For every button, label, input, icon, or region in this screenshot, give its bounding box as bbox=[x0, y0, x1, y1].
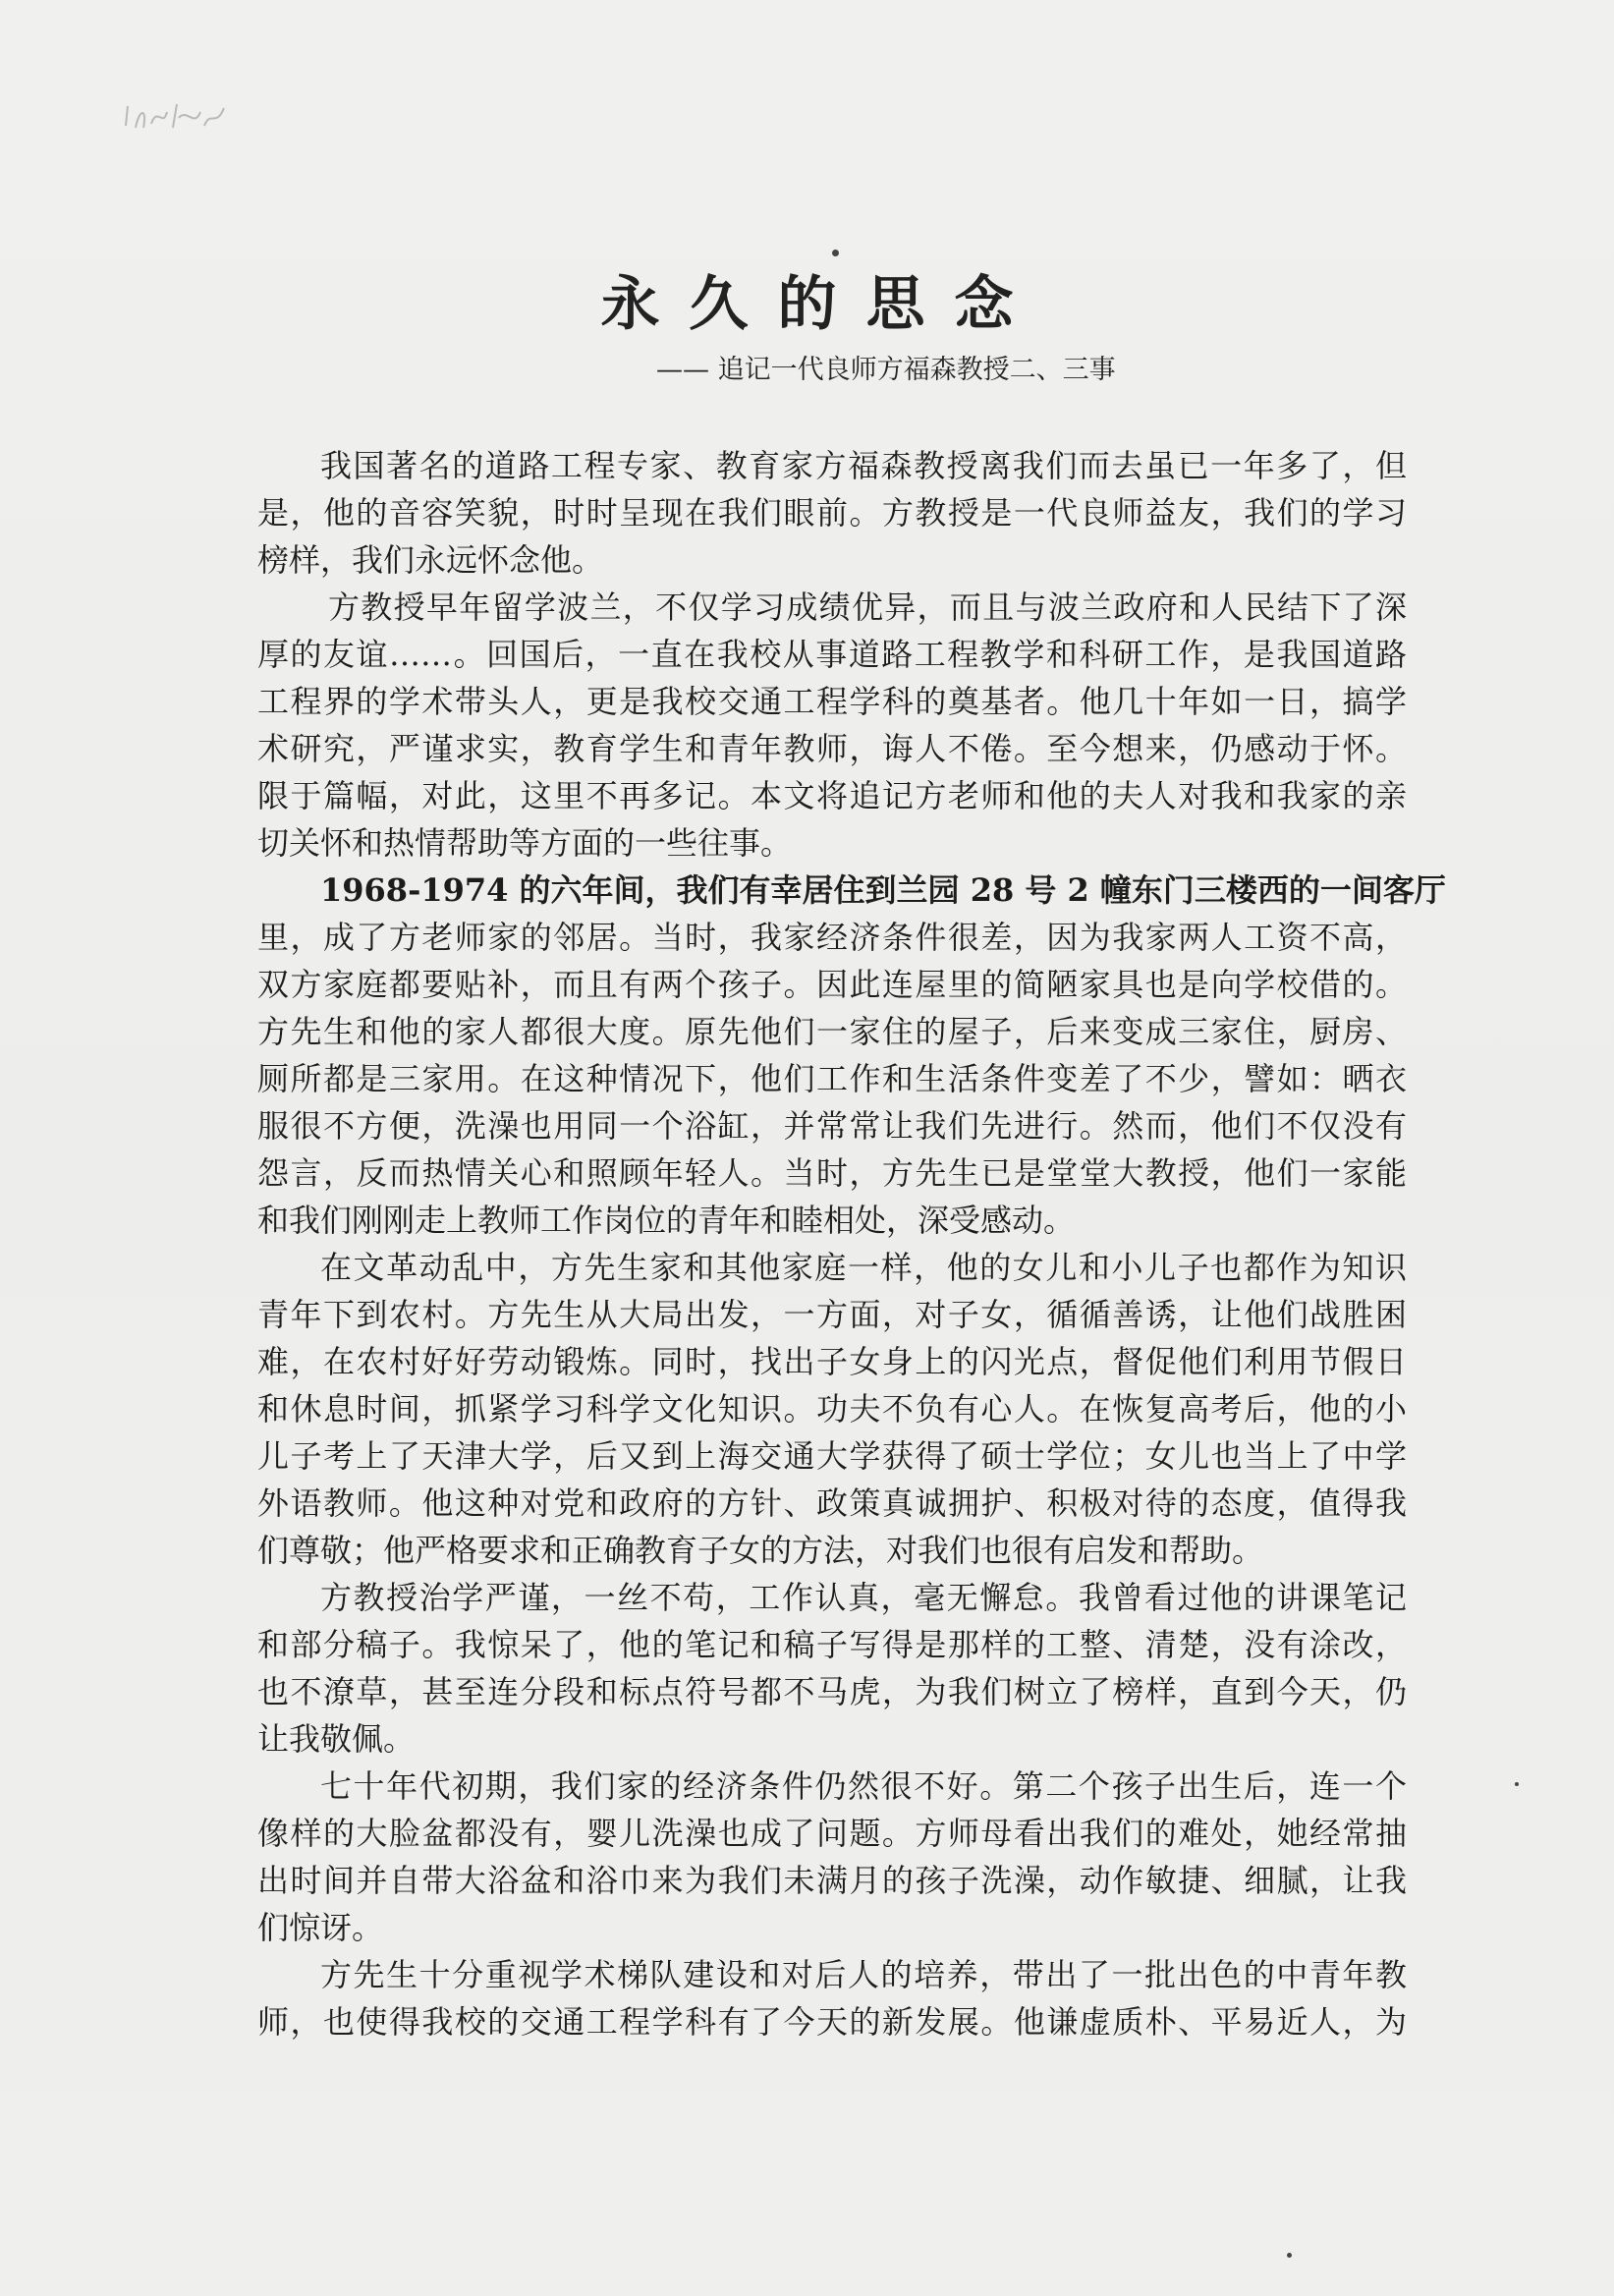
body-line: 出时间并自带大浴盆和浴巾来为我们未满月的孩子洗澡，动作敏捷、细腻，让我 bbox=[257, 1862, 1407, 1899]
body-line: 是，他的音容笑貌，时时呈现在我们眼前。方教授是一代良师益友，我们的学习 bbox=[257, 494, 1407, 532]
body-line: 师，也使得我校的交通工程学科有了今天的新发展。他谦虚质朴、平易近人，为 bbox=[257, 2003, 1407, 2041]
body-line: 限于篇幅，对此，这里不再多记。本文将追记方老师和他的夫人对我和我家的亲 bbox=[257, 777, 1407, 814]
body-line: 厕所都是三家用。在这种情况下，他们工作和生活条件变差了不少，譬如：晒衣 bbox=[257, 1060, 1407, 1097]
body-line: 和部分稿子。我惊呆了，他的笔记和稿子写得是那样的工整、清楚，没有涂改， bbox=[257, 1626, 1407, 1663]
body-line: 服很不方便，洗澡也用同一个浴缸，并常常让我们先进行。然而，他们不仅没有 bbox=[257, 1107, 1407, 1145]
body-line: 让我敬佩。 bbox=[257, 1720, 416, 1758]
article-title: 永久的思念 bbox=[600, 270, 1043, 339]
scan-speck bbox=[832, 250, 839, 256]
body-line: 方先生十分重视学术梯队建设和对后人的培养，带出了一批出色的中青年教 bbox=[320, 1956, 1407, 1993]
body-line: 双方家庭都要贴补，而且有两个孩子。因此连屋里的简陋家具也是向学校借的。 bbox=[257, 966, 1407, 1003]
body-line: 难，在农村好好劳动锻炼。同时，找出子女身上的闪光点，督促他们利用节假日 bbox=[257, 1343, 1407, 1380]
body-line: 也不潦草，甚至连分段和标点符号都不马虎，为我们树立了榜样，直到今天，仍 bbox=[257, 1673, 1407, 1710]
body-line: 们尊敬；他严格要求和正确教育子女的方法，对我们也很有启发和帮助。 bbox=[257, 1532, 1264, 1569]
body-line: 和休息时间，抓紧学习科学文化知识。功夫不负有心人。在恢复高考后，他的小 bbox=[257, 1390, 1407, 1428]
body-line: 工程界的学术带头人，更是我校交通工程学科的奠基者。他几十年如一日，搞学 bbox=[257, 683, 1407, 720]
body-line: 在文革动乱中，方先生家和其他家庭一样，他的女儿和小儿子也都作为知识 bbox=[320, 1249, 1407, 1286]
body-line: 方教授早年留学波兰，不仅学习成绩优异，而且与波兰政府和人民结下了深 bbox=[328, 588, 1407, 626]
article-subtitle: —— 追记一代良师方福森教授二、三事 bbox=[656, 355, 1116, 385]
body-line: 和我们刚刚走上教师工作岗位的青年和睦相处，深受感动。 bbox=[257, 1202, 1076, 1239]
body-line: 切关怀和热情帮助等方面的一些往事。 bbox=[257, 824, 793, 862]
scan-speck bbox=[1515, 1782, 1519, 1786]
body-line: 方先生和他的家人都很大度。原先他们一家住的屋子，后来变成三家住，厨房、 bbox=[257, 1013, 1407, 1050]
article-body bbox=[257, 442, 1446, 2045]
body-line: 里，成了方老师家的邻居。当时，我家经济条件很差，因为我家两人工资不高， bbox=[257, 919, 1407, 956]
scan-speck bbox=[1287, 2253, 1292, 2258]
body-line: 像样的大脸盆都没有，婴儿洗澡也成了问题。方师母看出我们的难处，她经常抽 bbox=[257, 1815, 1407, 1852]
body-line: 怨言，反而热情关心和照顾年轻人。当时，方先生已是堂堂大教授，他们一家能 bbox=[257, 1154, 1407, 1192]
body-line: 方教授治学严谨，一丝不苟，工作认真，毫无懈怠。我曾看过他的讲课笔记 bbox=[320, 1579, 1407, 1616]
body-line: 青年下到农村。方先生从大局出发，一方面，对子女，循循善诱，让他们战胜困 bbox=[257, 1296, 1407, 1333]
body-line: 术研究，严谨求实，教育学生和青年教师，诲人不倦。至今想来，仍感动于怀。 bbox=[257, 730, 1407, 767]
body-line: 厚的友谊……。回国后，一直在我校从事道路工程教学和科研工作，是我国道路 bbox=[257, 636, 1407, 673]
body-line: 榜样，我们永远怀念他。 bbox=[257, 541, 604, 579]
body-line: 们惊讶。 bbox=[257, 1909, 384, 1946]
body-line: 外语教师。他这种对党和政府的方针、政策真诚拥护、积极对待的态度，值得我 bbox=[257, 1484, 1407, 1522]
body-line: 七十年代初期，我们家的经济条件仍然很不好。第二个孩子出生后，连一个 bbox=[320, 1767, 1407, 1805]
body-line: 儿子考上了天津大学，后又到上海交通大学获得了硕士学位；女儿也当上了中学 bbox=[257, 1437, 1407, 1475]
handwritten-pencil-note bbox=[118, 98, 236, 138]
body-line: 1968-1974 的六年间，我们有幸居住到兰园 28 号 2 幢东门三楼西的一间客厅 bbox=[320, 871, 1446, 909]
body-line: 我国著名的道路工程专家、教育家方福森教授离我们而去虽已一年多了，但 bbox=[320, 447, 1407, 484]
